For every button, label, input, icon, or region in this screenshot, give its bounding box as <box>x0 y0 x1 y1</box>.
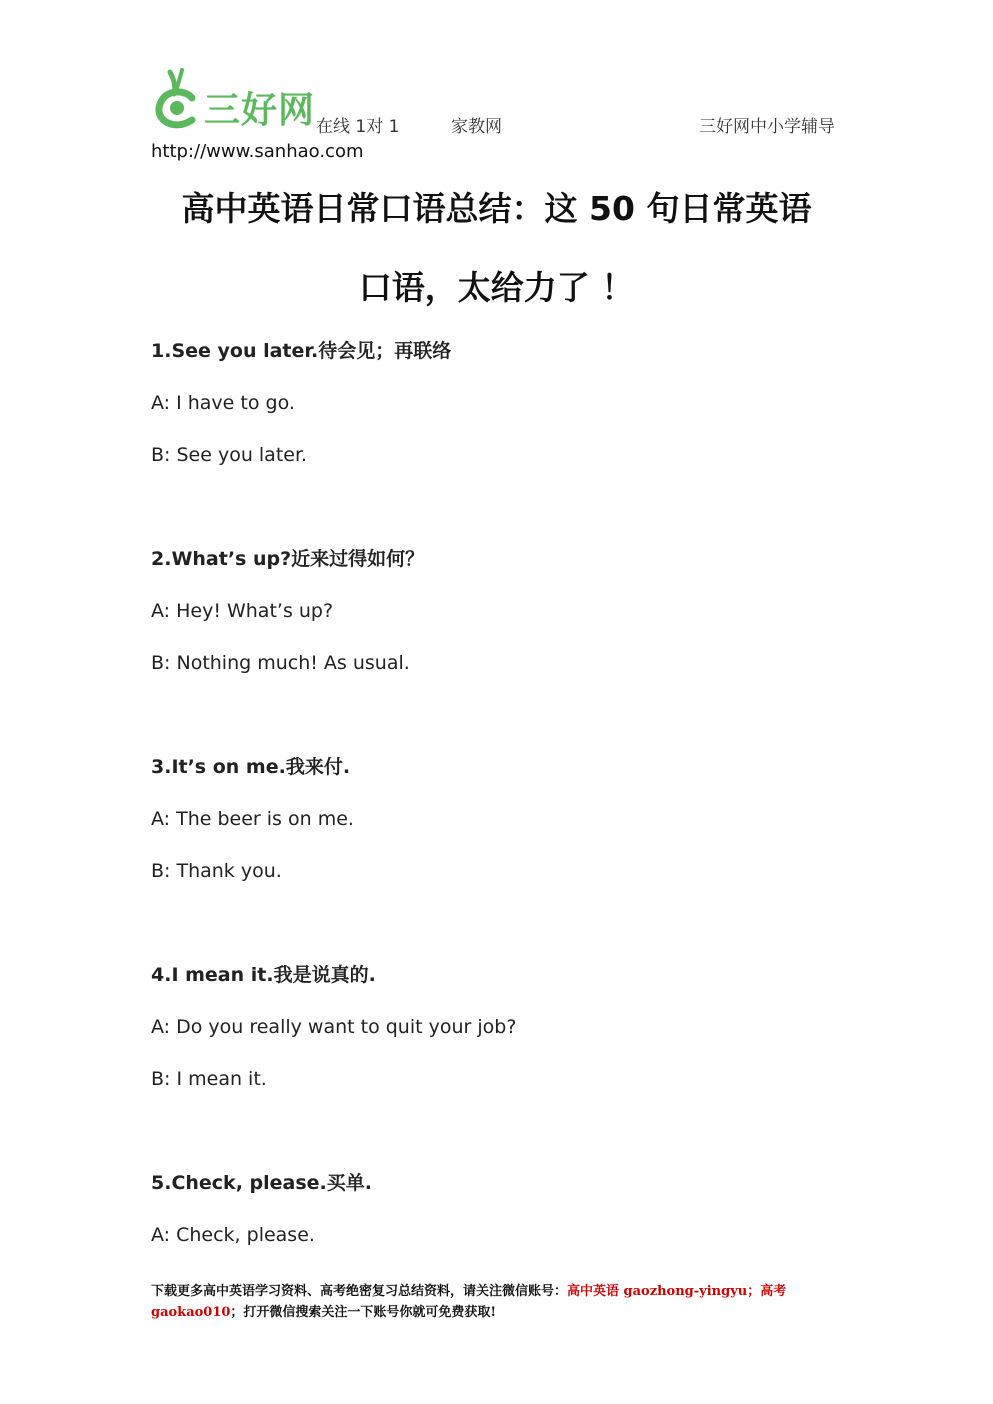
logo-text: 三好网 <box>204 90 316 131</box>
dialogue-line: B: Nothing much! As usual. <box>151 652 410 674</box>
phrase-item <box>151 752 841 886</box>
dialogue-line: A: Do you really want to quit your job? <box>151 1016 517 1038</box>
dialogue-line: B: See you later. <box>151 444 308 466</box>
phrase-item <box>151 960 841 1094</box>
phrase-item <box>151 544 841 678</box>
phrase-heading: 3.It’s on me.我来付. <box>151 756 351 778</box>
phrase-heading: 4.I mean it.我是说真的. <box>151 964 376 986</box>
footer-wechat-account[interactable]: 高中英语 gaozhong-yingyu；高考 <box>567 1284 787 1299</box>
footer-text-2: ；打开微信搜索关注一下账号你就可免费获取! <box>230 1305 497 1320</box>
document-title-line-1: 高中英语日常口语总结：这 50 句日常英语 <box>181 189 812 228</box>
footer-text: 下载更多高中英语学习资料、高考绝密复习总结资料，请关注微信账号： <box>151 1284 568 1299</box>
dialogue-line: A: Hey! What’s up? <box>151 600 334 622</box>
dialogue-line: A: Check, please. <box>151 1224 315 1246</box>
site-url[interactable]: http://www.sanhao.com <box>151 141 364 162</box>
footer-wechat-account-2[interactable]: gaokao010 <box>151 1305 231 1320</box>
dialogue-line: A: The beer is on me. <box>151 808 354 830</box>
phrase-heading: 1.See you later.待会见；再联络 <box>151 340 452 362</box>
brand-label: 三好网中小学辅导 <box>699 117 835 137</box>
sanhao-logo[interactable] <box>152 68 314 134</box>
dialogue-line: A: I have to go. <box>151 392 295 414</box>
document-title-line-2: 口语，太给力了 ！ <box>358 268 635 307</box>
phrase-heading: 5.Check, please.买单. <box>151 1172 372 1194</box>
dialogue-line: B: I mean it. <box>151 1068 267 1090</box>
online-label: 在线 1对 1 <box>316 117 400 137</box>
dialogue-line: B: Thank you. <box>151 860 282 882</box>
phrase-item <box>151 336 841 470</box>
phrase-heading: 2.What’s up?近来过得如何？ <box>151 548 425 570</box>
footer-notice <box>151 1281 846 1323</box>
tutoring-label: 家教网 <box>451 117 502 137</box>
phrase-item <box>151 1168 841 1250</box>
